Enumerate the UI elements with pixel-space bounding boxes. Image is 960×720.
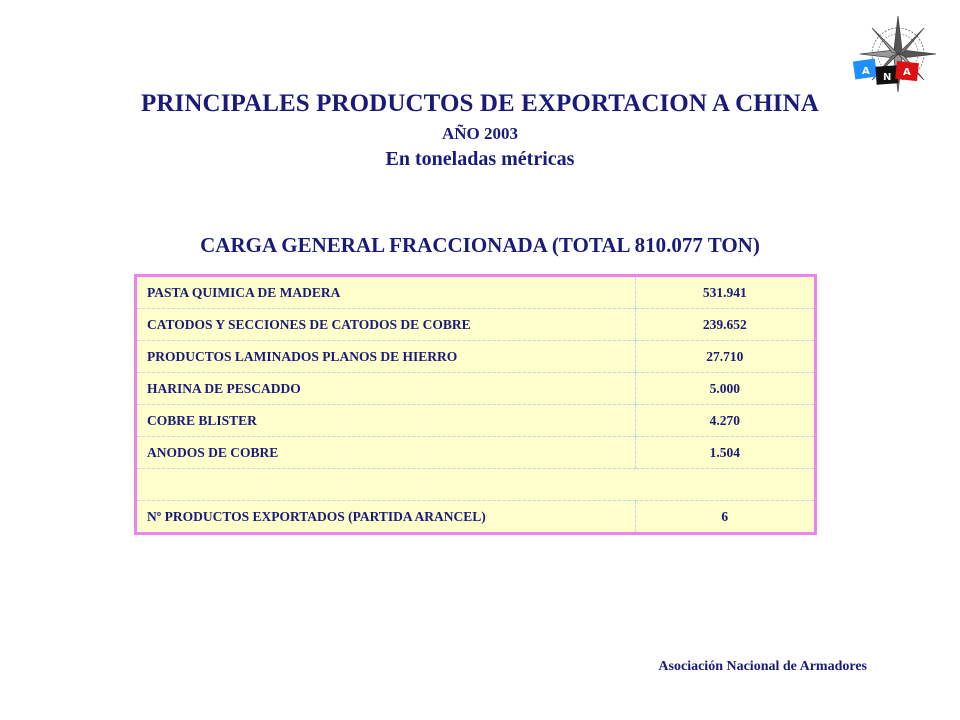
product-tonnage: 4.270 [635, 405, 814, 437]
product-tonnage: 27.710 [635, 341, 814, 373]
export-products-table [134, 274, 817, 535]
product-name: CATODOS Y SECCIONES DE CATODOS DE COBRE [137, 309, 635, 341]
table-row-total [137, 501, 814, 533]
table-row-empty [137, 469, 814, 501]
table-row [137, 309, 814, 341]
table-row [137, 277, 814, 309]
page-title: PRINCIPALES PRODUCTOS DE EXPORTACION A CHINA [141, 90, 819, 117]
product-name: HARINA DE PESCADDO [137, 373, 635, 405]
product-name: PASTA QUIMICA DE MADERA [137, 277, 635, 309]
product-count-value: 6 [635, 501, 814, 533]
year-subtitle: AÑO 2003 [441, 124, 519, 143]
table-row [137, 437, 814, 469]
organization-footer: Asociación Nacional de Armadores [658, 659, 867, 674]
section-title: CARGA GENERAL FRACCIONADA (TOTAL 810.077 TON) [200, 233, 760, 257]
unit-subtitle: En toneladas métricas [385, 148, 575, 170]
product-tonnage: 1.504 [635, 437, 814, 469]
logo-flags [853, 59, 919, 85]
svg-text:A: A [903, 67, 911, 78]
table-row [137, 405, 814, 437]
table-row [137, 373, 814, 405]
table-row [137, 341, 814, 373]
product-count-label: Nº PRODUCTOS EXPORTADOS (PARTIDA ARANCEL) [147, 508, 486, 524]
empty-cell [137, 469, 814, 501]
product-name: ANODOS DE COBRE [137, 437, 635, 469]
product-name: PRODUCTOS LAMINADOS PLANOS DE HIERRO [137, 341, 635, 373]
svg-text:A: A [862, 66, 870, 77]
product-name: COBRE BLISTER [137, 405, 635, 437]
product-tonnage: 531.941 [635, 277, 814, 309]
product-tonnage: 239.652 [635, 309, 814, 341]
svg-text:N: N [883, 72, 892, 83]
product-tonnage: 5.000 [635, 373, 814, 405]
